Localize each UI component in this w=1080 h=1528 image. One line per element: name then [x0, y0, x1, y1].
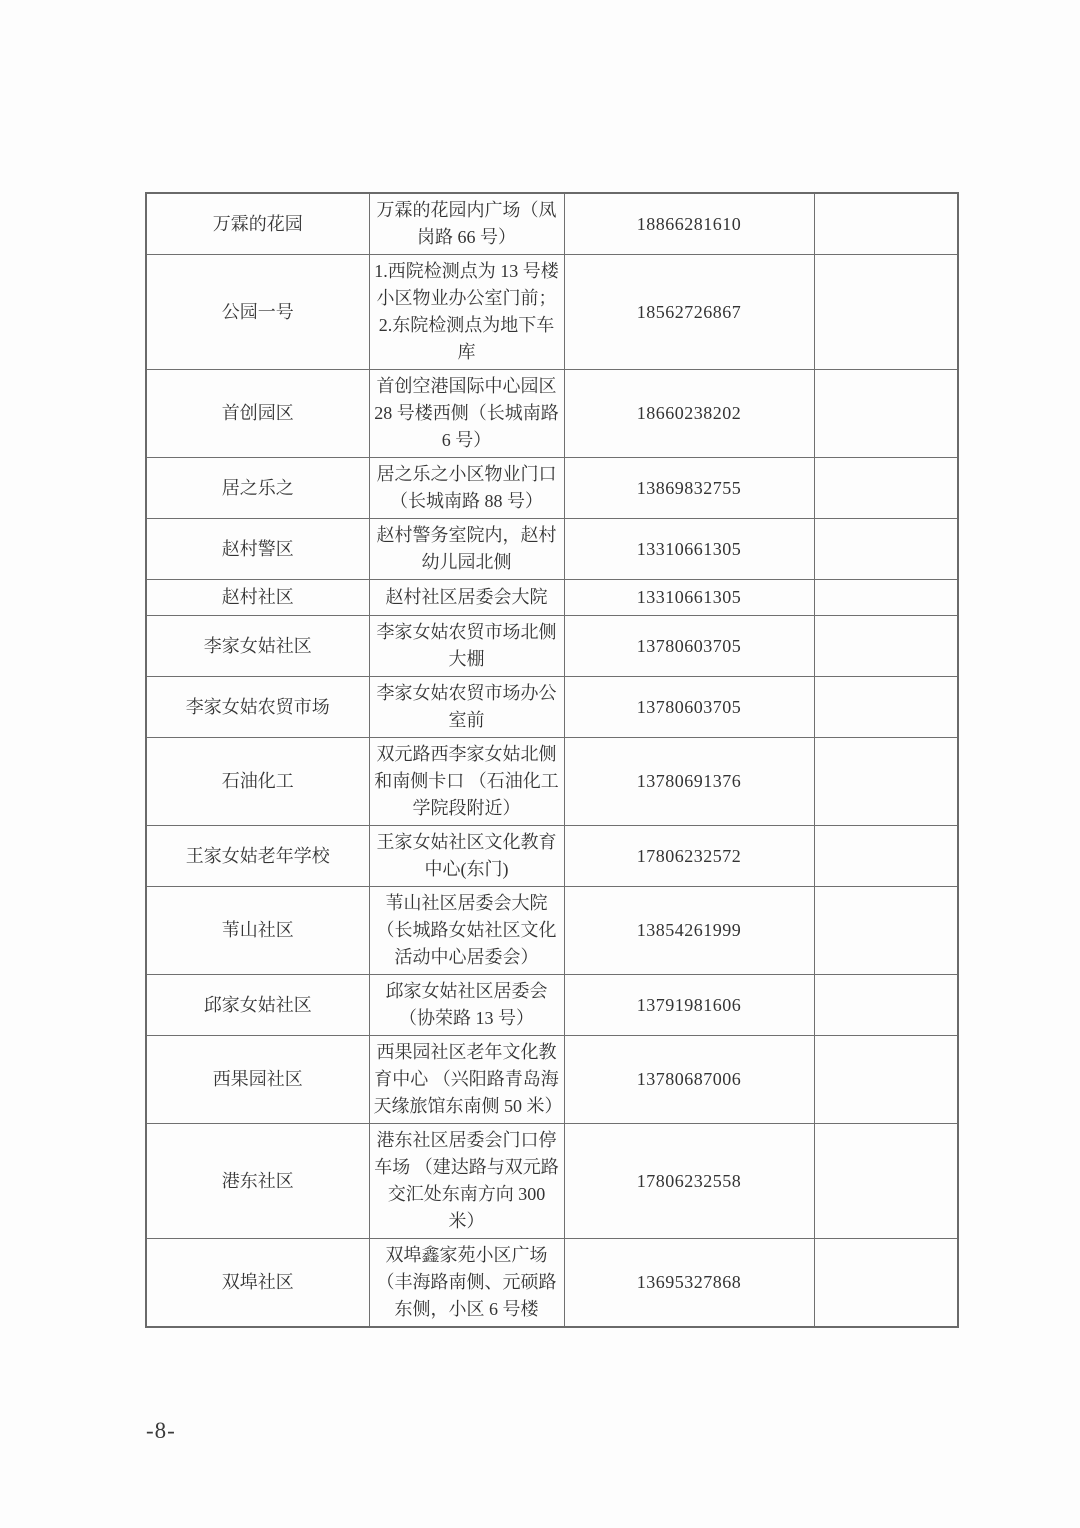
site-address-cell: 西果园社区老年文化教育中心 （兴阳路青岛海天缘旅馆东南侧 50 米） [369, 1036, 564, 1124]
site-address-cell: 1.西院检测点为 13 号楼小区物业办公室门前；2.东院检测点为地下车库 [369, 255, 564, 370]
site-name-cell: 李家女姑社区 [146, 616, 369, 677]
site-note-cell [814, 370, 958, 458]
checkpoint-table-container [145, 192, 957, 1328]
site-address-cell: 居之乐之小区物业门口（长城南路 88 号） [369, 458, 564, 519]
site-phone-cell: 13695327868 [564, 1239, 814, 1328]
site-name-cell: 赵村警区 [146, 519, 369, 580]
table-row [146, 677, 958, 738]
site-name-cell: 王家女姑老年学校 [146, 826, 369, 887]
checkpoint-table [145, 192, 959, 1328]
table-row [146, 370, 958, 458]
table-row [146, 458, 958, 519]
site-name-cell: 苇山社区 [146, 887, 369, 975]
site-note-cell [814, 458, 958, 519]
site-phone-cell: 13780687006 [564, 1036, 814, 1124]
table-row [146, 519, 958, 580]
site-note-cell [814, 826, 958, 887]
site-note-cell [814, 616, 958, 677]
site-note-cell [814, 193, 958, 255]
site-phone-cell: 13780603705 [564, 677, 814, 738]
table-row [146, 1239, 958, 1328]
site-name-cell: 邱家女姑社区 [146, 975, 369, 1036]
site-note-cell [814, 975, 958, 1036]
site-note-cell [814, 1036, 958, 1124]
site-name-cell: 双埠社区 [146, 1239, 369, 1328]
site-note-cell [814, 738, 958, 826]
site-note-cell [814, 677, 958, 738]
site-phone-cell: 13310661305 [564, 519, 814, 580]
table-row [146, 826, 958, 887]
table-row [146, 975, 958, 1036]
table-row [146, 616, 958, 677]
site-note-cell [814, 255, 958, 370]
checkpoint-table-body [146, 193, 958, 1327]
site-phone-cell: 17806232572 [564, 826, 814, 887]
table-row [146, 1036, 958, 1124]
site-name-cell: 首创园区 [146, 370, 369, 458]
table-row [146, 580, 958, 616]
site-phone-cell: 13869832755 [564, 458, 814, 519]
site-note-cell [814, 1239, 958, 1328]
site-name-cell: 李家女姑农贸市场 [146, 677, 369, 738]
site-address-cell: 赵村社区居委会大院 [369, 580, 564, 616]
site-address-cell: 邱家女姑社区居委会（协荣路 13 号） [369, 975, 564, 1036]
site-note-cell [814, 580, 958, 616]
site-address-cell: 万霖的花园内广场（凤岗路 66 号） [369, 193, 564, 255]
table-row [146, 738, 958, 826]
table-row [146, 887, 958, 975]
site-name-cell: 居之乐之 [146, 458, 369, 519]
site-phone-cell: 13791981606 [564, 975, 814, 1036]
site-note-cell [814, 887, 958, 975]
table-row [146, 255, 958, 370]
site-phone-cell: 17806232558 [564, 1124, 814, 1239]
site-name-cell: 公园一号 [146, 255, 369, 370]
site-address-cell: 王家女姑社区文化教育中心(东门) [369, 826, 564, 887]
site-address-cell: 苇山社区居委会大院（长城路女姑社区文化活动中心居委会） [369, 887, 564, 975]
table-row [146, 1124, 958, 1239]
site-phone-cell: 18660238202 [564, 370, 814, 458]
site-address-cell: 双元路西李家女姑北侧和南侧卡口 （石油化工学院段附近） [369, 738, 564, 826]
site-note-cell [814, 1124, 958, 1239]
site-phone-cell: 13854261999 [564, 887, 814, 975]
site-phone-cell: 18866281610 [564, 193, 814, 255]
site-address-cell: 首创空港国际中心园区 28 号楼西侧（长城南路 6 号） [369, 370, 564, 458]
site-phone-cell: 18562726867 [564, 255, 814, 370]
site-address-cell: 李家女姑农贸市场北侧大棚 [369, 616, 564, 677]
page-number: -8- [146, 1418, 176, 1443]
site-address-cell: 赵村警务室院内，赵村幼儿园北侧 [369, 519, 564, 580]
site-phone-cell: 13310661305 [564, 580, 814, 616]
site-name-cell: 西果园社区 [146, 1036, 369, 1124]
site-address-cell: 港东社区居委会门口停车场 （建达路与双元路交汇处东南方向 300 米） [369, 1124, 564, 1239]
site-name-cell: 万霖的花园 [146, 193, 369, 255]
site-phone-cell: 13780691376 [564, 738, 814, 826]
site-address-cell: 双埠鑫家苑小区广场（丰海路南侧、元硕路东侧，小区 6 号楼 [369, 1239, 564, 1328]
site-name-cell: 港东社区 [146, 1124, 369, 1239]
site-note-cell [814, 519, 958, 580]
site-name-cell: 石油化工 [146, 738, 369, 826]
site-address-cell: 李家女姑农贸市场办公室前 [369, 677, 564, 738]
site-name-cell: 赵村社区 [146, 580, 369, 616]
table-row [146, 193, 958, 255]
site-phone-cell: 13780603705 [564, 616, 814, 677]
